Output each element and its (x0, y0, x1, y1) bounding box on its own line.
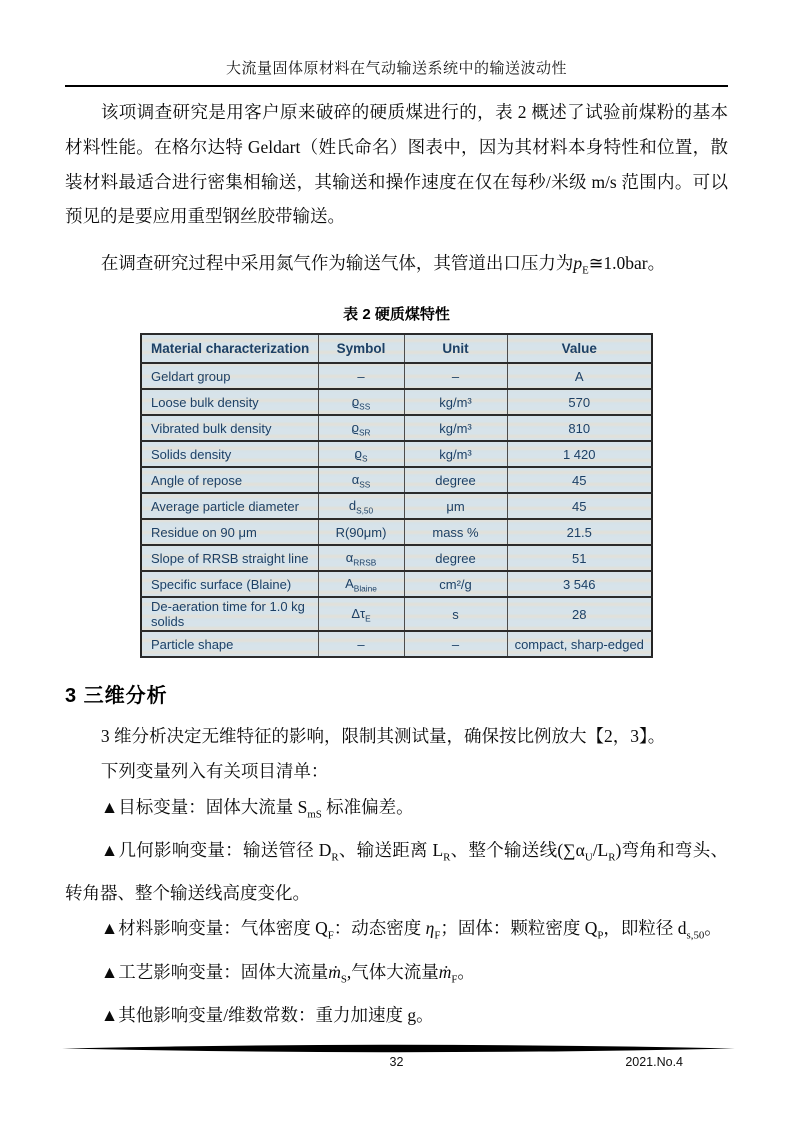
cell-symbol: $\alpha_{SS}$ (318, 467, 404, 493)
section-paragraph-1: 3 维分析决定无维特征的影响，限制其测试量，确保按比例放大【2，3】。 (100, 726, 666, 747)
table-row (141, 441, 652, 467)
cell-value: 51 (507, 545, 652, 571)
table-row (141, 493, 652, 519)
table-row (141, 389, 652, 415)
cell-material: Slope of RRSB straight line (141, 545, 318, 571)
material-table (140, 333, 653, 658)
material-table-wrap (140, 333, 651, 658)
cell-unit: – (404, 631, 507, 657)
page-content (65, 0, 728, 1034)
cell-value: 570 (507, 389, 652, 415)
cell-value: 21.5 (507, 519, 652, 545)
cell-value: compact, sharp-edged (507, 631, 652, 657)
table-row (141, 631, 652, 657)
footer-rule (62, 1044, 735, 1053)
col-symbol: Symbol (318, 334, 404, 363)
cell-value: 1 420 (507, 441, 652, 467)
cell-material: Particle shape (141, 631, 318, 657)
cell-symbol: – (318, 363, 404, 389)
cell-unit: – (404, 363, 507, 389)
section-paragraph-2: 下列变量列入有关项目清单： (100, 761, 329, 782)
issue-label: 2021.No.4 (625, 1055, 683, 1069)
cell-symbol: R(90μm) (318, 519, 404, 545)
col-unit: Unit (404, 334, 507, 363)
bullet-item-geometry-variables: ▲几何影响变量：输送管径 $D_R$、输送距离 $L_R$、整个输送线$(\sum\alpha_U/L_R)$弯角和弯头、转角器、整个输送线高度变化。 (65, 840, 728, 903)
col-material-characterization: Material characterization (141, 334, 318, 363)
cell-unit: degree (404, 467, 507, 493)
table-row (141, 415, 652, 441)
cell-value: A (507, 363, 652, 389)
table-row (141, 571, 652, 597)
cell-unit: kg/m³ (404, 415, 507, 441)
cell-material: Solids density (141, 441, 318, 467)
page-footer (0, 1055, 793, 1075)
intro-paragraph-2: 在调查研究过程中采用氮气作为输送气体，其管道出口压力为$p_E≅1.0bar$。 (100, 253, 666, 277)
cell-unit: degree (404, 545, 507, 571)
cell-symbol: $ϱ_{SS}$ (318, 389, 404, 415)
cell-unit: kg/m³ (404, 389, 507, 415)
cell-symbol: $A_{Blaine}$ (318, 571, 404, 597)
cell-value: 45 (507, 493, 652, 519)
intro-paragraph-1: 该项调查研究是用客户原来破碎的硬质煤进行的，表 2 概述了试验前煤粉的基本材料性能。在格尔达特 Geldart（姓氏命名）图表中，因为其材料本身特性和位置，散装材料最适合进行密集相输送，其输送和操作速度在仅在每秒/米级 m/s 范围内。可以预见的是要应用重型钢丝胶带输送。 (65, 102, 728, 227)
cell-unit: cm²/g (404, 571, 507, 597)
cell-symbol: $\Delta\tau_E$ (318, 597, 404, 631)
bullet-item-target-variable: ▲目标变量：固体大流量 $S_{mS}$ 标准偏差。 (100, 797, 414, 821)
table-caption: 表 2 硬质煤特性 (343, 306, 450, 324)
table-row (141, 545, 652, 571)
cell-value: 810 (507, 415, 652, 441)
cell-unit: kg/m³ (404, 441, 507, 467)
cell-value: 45 (507, 467, 652, 493)
cell-unit: μm (404, 493, 507, 519)
table-row (141, 519, 652, 545)
cell-material: Vibrated bulk density (141, 415, 318, 441)
bullet-item-other-variables: ▲其他影响变量/维数常数：重力加速度 g。 (100, 1005, 434, 1026)
section-heading: 3 三维分析 (65, 685, 168, 708)
material-table-body (141, 363, 652, 657)
cell-symbol: $ϱ_S$ (318, 441, 404, 467)
cell-material: Angle of repose (141, 467, 318, 493)
cell-symbol: $\alpha_{RRSB}$ (318, 545, 404, 571)
bullet-item-material-variables: ▲材料影响变量：气体密度 $Q_F$：动态密度 $\eta_F$；固体：颗粒密度 $Q_P$，即粒径 $d_{s,50}$。 (100, 918, 722, 942)
table-header-row (141, 334, 652, 363)
cell-material: Residue on 90 μm (141, 519, 318, 545)
cell-symbol: – (318, 631, 404, 657)
cell-material: Specific surface (Blaine) (141, 571, 318, 597)
table-row (141, 363, 652, 389)
table-row (141, 467, 652, 493)
cell-unit: s (404, 597, 507, 631)
cell-material: Geldart group (141, 363, 318, 389)
cell-unit: mass % (404, 519, 507, 545)
cell-value: 3 546 (507, 571, 652, 597)
bullet-item-process-variables: ▲工艺影响变量：固体大流量ṁ$_S$,气体大流量ṁ$_F$。 (100, 961, 475, 986)
col-value: Value (507, 334, 652, 363)
cell-value: 28 (507, 597, 652, 631)
cell-material: Average particle diameter (141, 493, 318, 519)
cell-symbol: $d_{S,50}$ (318, 493, 404, 519)
cell-material: De-aeration time for 1.0 kg solids (141, 597, 318, 631)
header-rule (65, 85, 728, 87)
cell-symbol: $ϱ_{SR}$ (318, 415, 404, 441)
header-title: 大流量固体原材料在气动输送系统中的输送波动性 (225, 61, 567, 77)
cell-material: Loose bulk density (141, 389, 318, 415)
table-row (141, 597, 652, 631)
page-number: 32 (389, 1055, 404, 1069)
